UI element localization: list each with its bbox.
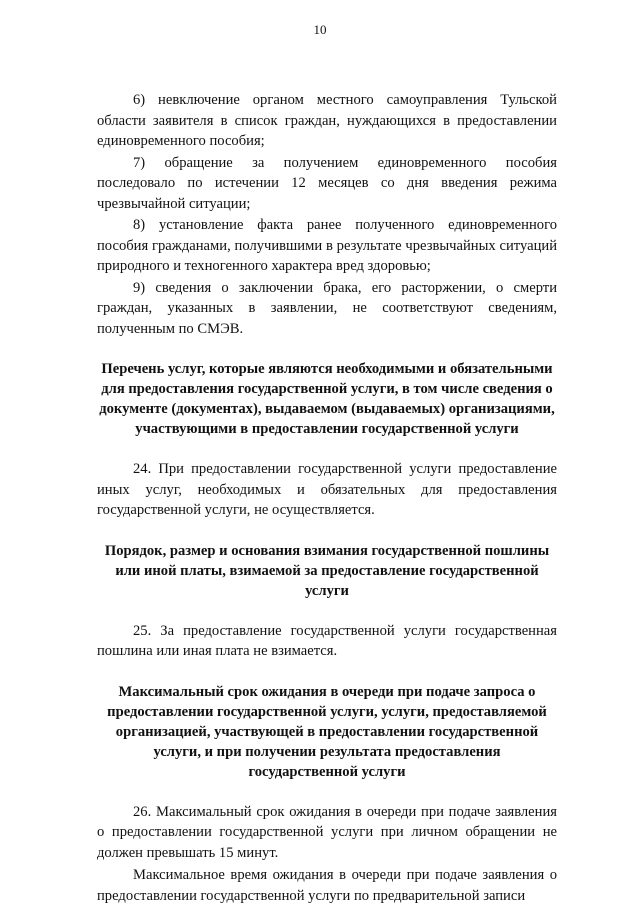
section-heading-services-list: Перечень услуг, которые являются необходимыми и обязательными для предоставления государственной услуги, в том числе сведения о документе (документах), выдаваемом (выдаваемых) организациями, участвующими в предоставлении государственной услуги	[99, 361, 555, 437]
list-item-7: 7) обращение за получением единовременного пособия последовало по истечении 12 месяцев со дня введения режима чрезвычайной ситуации;	[97, 154, 557, 212]
list-item-8: 8) установление факта ранее полученного единовременного пособия гражданами, получившими в результате чрезвычайных ситуаций природного и техногенного характера вред здоровью;	[97, 217, 557, 274]
document-body	[97, 90, 557, 906]
list-item-9: 9) сведения о заключении брака, его расторжении, о смерти граждан, указанных в заявлении, не соответствуют сведениям, полученным по СМЭВ.	[97, 279, 557, 337]
paragraph-26-continued: Максимальное время ожидания в очереди при подаче заявления о предоставлении государственной услуги по предварительной записи	[97, 867, 557, 904]
section-heading-state-fee: Порядок, размер и основания взимания государственной пошлины или иной платы, взимаемой за предоставление государственной услуги	[104, 542, 550, 599]
section-heading-queue-time: Максимальный срок ожидания в очереди при подаче запроса о предоставлении государственной услуги, услуги, предоставляемой организацией, участвующей в предоставлении государственной услуги, и при получении результата предоставления государственной услуги	[107, 683, 547, 780]
paragraph-25: 25. За предоставление государственной услуги государственная пошлина или иная плата не взимается.	[97, 622, 557, 659]
paragraph-24: 24. При предоставлении государственной услуги предоставление иных услуг, необходимых и обязательных для предоставления государственной услуги, не осуществляется.	[97, 461, 557, 518]
list-item-6: 6) невключение органом местного самоуправления Тульской области заявителя в список граждан, нуждающихся в предоставлении единовременного пособия;	[97, 92, 557, 149]
page-number: 10	[313, 22, 327, 37]
paragraph-26: 26. Максимальный срок ожидания в очереди при подаче заявления о предоставлении государственной услуги при личном обращении не должен превышать 15 минут.	[97, 803, 557, 861]
